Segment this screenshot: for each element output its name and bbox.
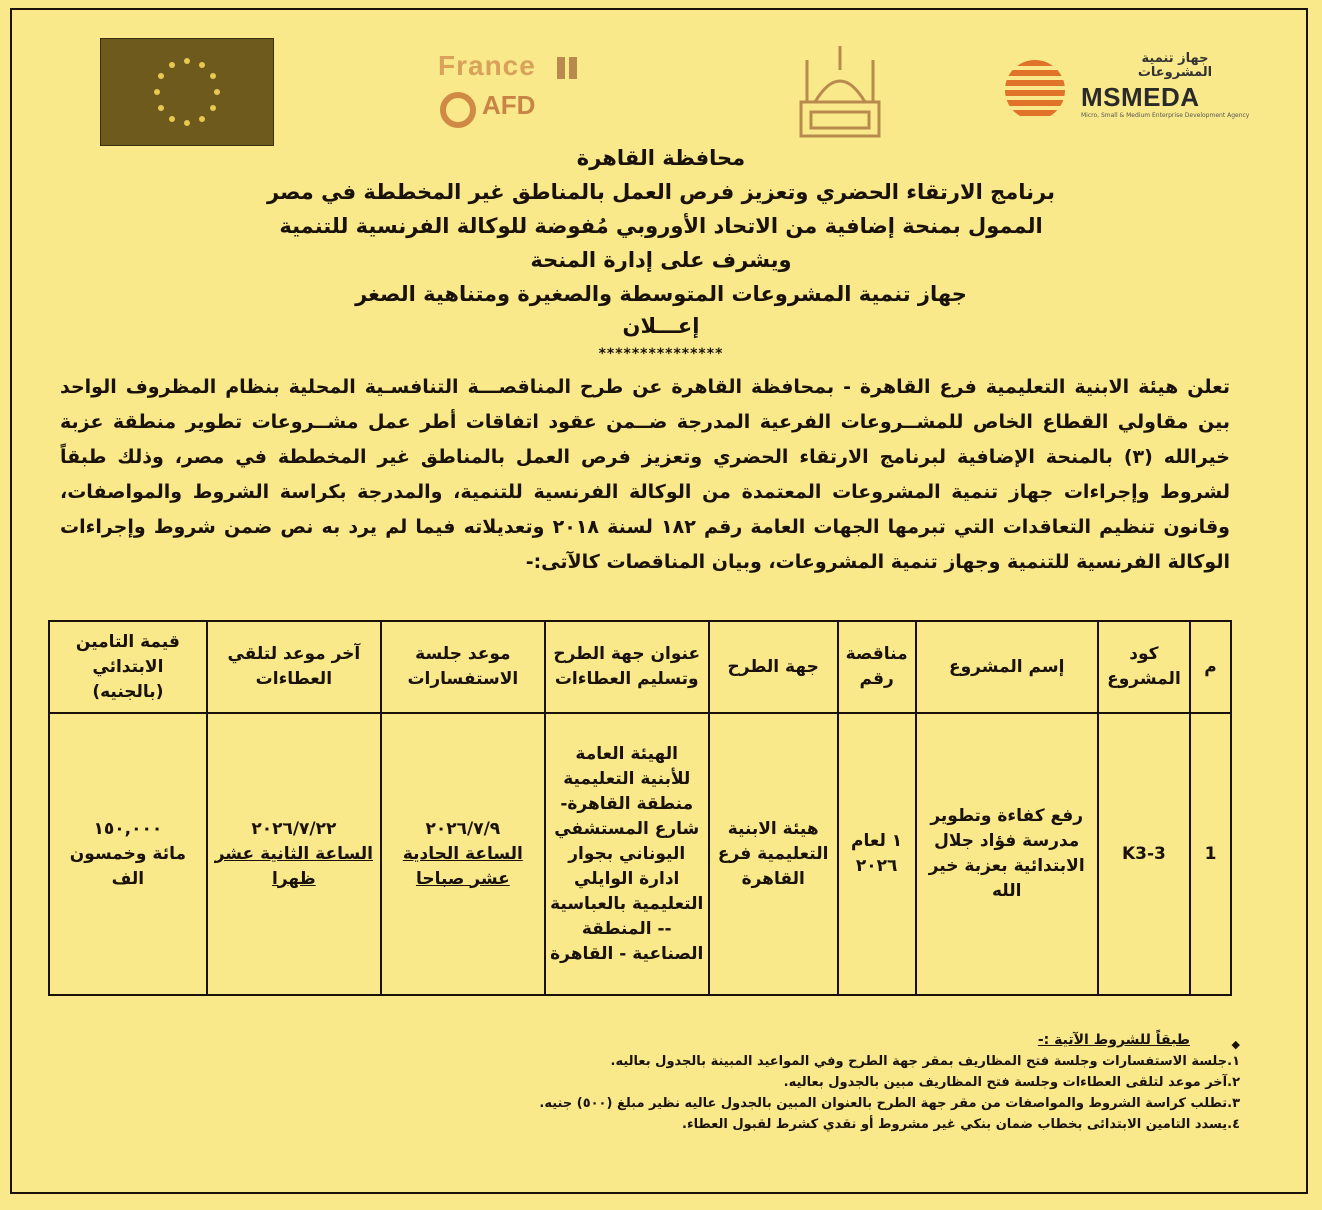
col-header-name: إسم المشروع — [916, 621, 1098, 713]
supervision-line: ويشرف على إدارة المنحة — [530, 248, 792, 272]
funding-line: الممول بمنحة إضافية من الاتحاد الأوروبي مُفوضة للوكالة الفرنسية للتنمية — [279, 214, 1043, 238]
condition-item: ١.جلسة الاستفسارات وجلسة فتح المظاريف بمقر جهة الطرح وفي المواعيد المبينة بالجدول بعاليه. — [610, 1054, 1240, 1069]
tender-table — [48, 620, 1232, 996]
cell-entity: هيئة الابنية التعليمية فرع القاهرة — [709, 713, 838, 995]
col-header-m: م — [1190, 621, 1231, 713]
condition-item: ٣.تطلب كراسة الشروط والمواصفات من مقر جهة الطرح بالعنوان المبين بالجدول عاليه نظير مبلغ (٥٠٠) جنيه. — [539, 1096, 1240, 1111]
msmeda-subtitle: Micro, Small & Medium Enterprise Development Agency — [1081, 112, 1250, 119]
conditions-section — [440, 1030, 1240, 1135]
condition-item: ٢.آخر موعد لتلقى العطاءات وجلسة فتح المظاريف مبين بالجدول بعاليه. — [783, 1075, 1240, 1090]
eu-stars-icon — [101, 39, 273, 145]
afd-logo — [440, 88, 560, 132]
announcement-paragraph: تعلن هيئة الابنية التعليمية فرع القاهرة - بمحافظة القاهرة عن طرح المناقصـــة التنافسـية المحلية بنظام المظروف الواحد بين مقاولي القطاع الخاص للمشــروعات الفرعية المدرجة ضــمن عقود اتفاقات أطر عمل مشــروعات تطوير منطقة عزبة خيرالله (٣) بالمنحة الإضافية لبرنامج الارتقاء الحضري وتعزيز فرص العمل بالمناطق غير المخططة في مصر، وذلك طبقاً لشروط وإجراءات جهاز تنمية المشروعات المعتمدة من الوكالة الفرنسية للتنمية، والمدرجة بكراسة الشروط والمواصفات، وقانون تنظيم التعاقدات التي تبرمها الجهات العامة رقم ١٨٢ لسنة ٢٠١٨ وتعديلاته فيما لم يرد به نص ضمن شروط وإجراءات الوكالة الفرنسية للتنمية وجهاز تنمية المشروعات، وبيان المناقصات كالآتى:- — [60, 376, 1230, 573]
cell-m: 1 — [1190, 713, 1231, 995]
condition-item: ٤.يسدد التامين الابتدائى بخطاب ضمان بنكي غير مشروط أو نقدي كشرط لقبول العطاء. — [682, 1117, 1240, 1132]
french-flag-icon — [553, 50, 577, 82]
col-header-deadline: آخر موعد لتلقي العطاءات — [207, 621, 381, 713]
msmeda-label: MSMEDA — [1081, 82, 1200, 112]
cell-code: K3-3 — [1098, 713, 1190, 995]
cell-deadline — [207, 713, 381, 995]
msmeda-globe-icon — [1005, 60, 1065, 120]
col-header-code: كود المشروع — [1098, 621, 1190, 713]
bullet-icon: ◆ — [1231, 1038, 1240, 1051]
insurance-value: ١٥٠,٠٠٠ — [93, 818, 163, 839]
cell-tender-no: ١ لعام ٢٠٢٦ — [838, 713, 916, 995]
msmeda-arabic-label: جهاز تنمية المشروعات — [1137, 51, 1213, 80]
mosque-icon — [795, 40, 885, 140]
col-header-insurance: قيمة التامين الابتدائي (بالجنيه) — [49, 621, 207, 713]
stars-divider: *************** — [598, 346, 724, 362]
table-row — [49, 713, 1231, 995]
program-title: برنامج الارتقاء الحضري وتعزيز فرص العمل بالمناطق غير المخططة في مصر — [267, 180, 1055, 204]
afd-ring-icon — [440, 92, 476, 128]
col-header-inquiry: موعد جلسة الاستفسارات — [381, 621, 545, 713]
cell-insurance — [49, 713, 207, 995]
col-header-entity: جهة الطرح — [709, 621, 838, 713]
afd-label: AFD — [482, 90, 536, 120]
deadline-time: الساعة الثانية عشر ظهرا — [214, 843, 373, 889]
conditions-title: طبقاً للشروط الآتية :- — [1037, 1032, 1190, 1048]
cairo-governorate-logo — [795, 40, 885, 140]
col-header-address: عنوان جهة الطرح وتسليم العطاءات — [545, 621, 709, 713]
table-header-row — [49, 621, 1231, 713]
insurance-words: مائة وخمسون الف — [69, 843, 186, 889]
cell-name: رفع كفاءة وتطوير مدرسة فؤاد جلال الابتدائية بعزبة خير الله — [916, 713, 1098, 995]
inquiry-time: الساعة الحادية عشر صباحا — [402, 843, 523, 889]
msmeda-logo — [1005, 51, 1250, 122]
eu-flag-logo — [100, 38, 274, 146]
cell-address: الهيئة العامة للأبنية التعليمية منطقة القاهرة- شارع المستشفي اليوناني بجوار ادارة الوايلي التعليمية بالعباسية -- المنطقة الصناعية - القاهرة — [545, 713, 709, 995]
announcement-title: إعـــلان — [622, 314, 700, 338]
france-logo — [438, 50, 577, 82]
deadline-date: ٢٠٢٦/٧/٢٢ — [251, 818, 337, 839]
governorate-title: محافظة القاهرة — [576, 146, 746, 170]
inquiry-date: ٢٠٢٦/٧/٩ — [425, 818, 501, 839]
agency-line: جهاز تنمية المشروعات المتوسطة والصغيرة ومتناهية الصغر — [355, 282, 967, 306]
france-label: France — [438, 50, 536, 81]
cell-inquiry — [381, 713, 545, 995]
col-header-tender-no: مناقصة رقم — [838, 621, 916, 713]
